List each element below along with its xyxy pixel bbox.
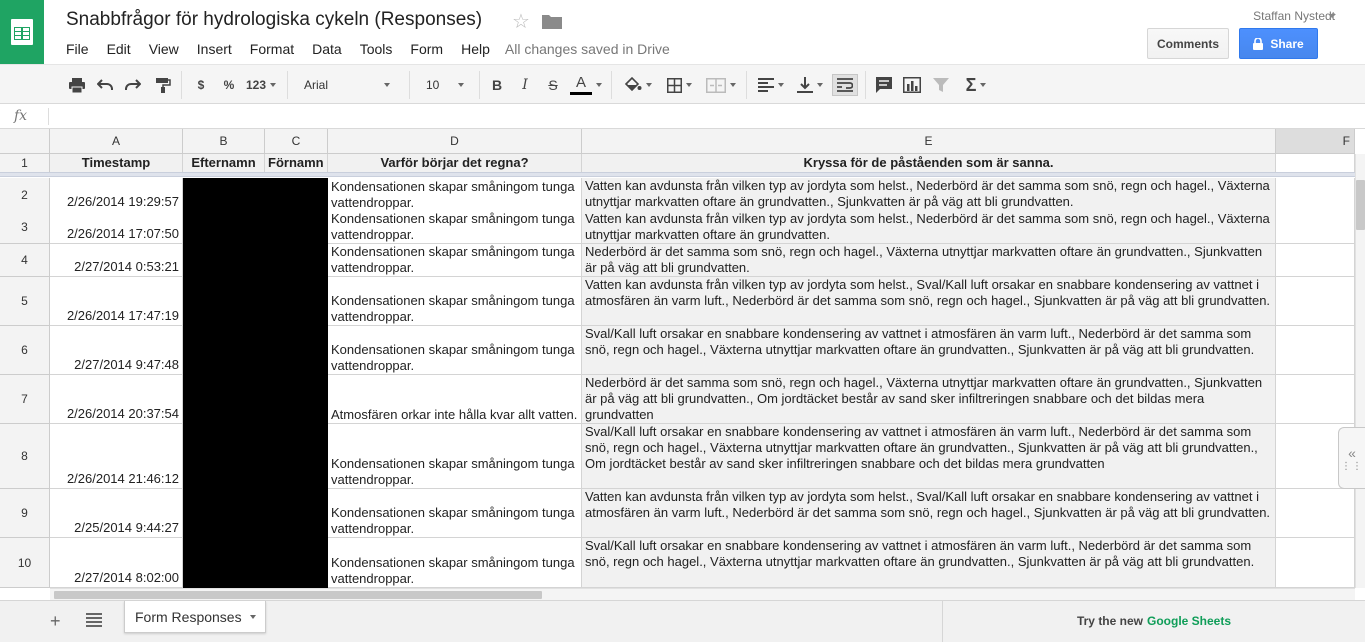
lock-icon [1253, 38, 1263, 50]
italic-button[interactable]: I [522, 77, 528, 93]
redacted-lastname-cell[interactable] [183, 424, 265, 489]
menu-tools[interactable]: Tools [359, 41, 393, 57]
answer-true-statements-cell[interactable]: Sval/Kall luft orsakar en snabbare kondensering av vattnet i atmosfären än varm luft., Nederbörd är det samma som snö, regn och hagel., Växterna utnyttjar markvatten oftare än grundvatten., Sjunkvatten är på väg att bli grundvatten. [582, 538, 1276, 588]
text-color-button[interactable] [568, 74, 604, 96]
chevron-down-icon [596, 83, 602, 87]
answer-why-rain-cell[interactable]: Kondensationen skapar småningom tunga vattendroppar. [328, 244, 582, 277]
chevron-down-icon [646, 83, 652, 87]
answer-true-statements-cell[interactable]: Sval/Kall luft orsakar en snabbare kondensering av vattnet i atmosfären än varm luft., Nederbörd är det samma som snö, regn och hagel., Växterna utnyttjar markvatten oftare än grundvatten., Sjunkvatten är på väg att bli grundvatten., Om jordtäcket består av sand sker infiltreringen snabbare och det bildas mera grundvatten [582, 424, 1276, 489]
toolbar-divider [746, 71, 747, 99]
print-icon[interactable] [66, 74, 88, 96]
currency-format-button[interactable]: $ [197, 78, 205, 92]
redacted-firstname-cell[interactable] [265, 244, 328, 277]
font-size-select[interactable] [418, 74, 470, 96]
chevron-down-icon[interactable] [250, 615, 256, 619]
undo-icon[interactable] [94, 74, 116, 96]
google-sheets-brand: Google Sheets [1147, 614, 1232, 628]
answer-why-rain-cell[interactable]: Kondensationen skapar småningom tunga vattendroppar. [328, 424, 582, 489]
save-status: All changes saved in Drive [504, 41, 670, 57]
grip-icon: ⋮⋮ [1341, 460, 1363, 472]
side-panel-handle[interactable] [1338, 427, 1365, 489]
answer-why-rain-cell[interactable]: Kondensationen skapar småningom tunga vattendroppar. [328, 489, 582, 538]
star-icon[interactable]: ☆ [512, 11, 530, 33]
redacted-lastname-cell[interactable] [183, 375, 265, 424]
menu-edit[interactable]: Edit [106, 41, 131, 57]
empty-cell-f[interactable] [1276, 538, 1355, 588]
menu-file[interactable]: File [66, 41, 89, 57]
empty-cell-f[interactable] [1276, 244, 1355, 277]
redo-icon[interactable] [122, 74, 144, 96]
font-family-value: Arial [304, 78, 329, 92]
number-format-button[interactable] [244, 74, 278, 96]
row-header[interactable]: 8 [0, 424, 50, 489]
empty-cell-f[interactable] [1276, 326, 1355, 375]
timestamp-cell[interactable]: 2/26/2014 17:07:50 [50, 211, 183, 244]
fill-color-icon[interactable] [621, 74, 655, 96]
toolbar [0, 64, 1365, 104]
answer-true-statements-cell[interactable]: Vatten kan avdunsta från vilken typ av jordyta som helst., Sval/Kall luft orsakar en snabbare kondensering av vattnet i atmosfären än varm luft., Nederbörd är det samma som snö, regn och hagel., Sjunkvatten är på väg att bli grundvatten. [582, 277, 1276, 326]
redacted-lastname-cell[interactable] [183, 244, 265, 277]
text-color-swatch [570, 92, 592, 95]
frozen-row-divider[interactable] [0, 172, 1357, 177]
timestamp-cell[interactable]: 2/25/2014 9:44:27 [50, 489, 183, 538]
answer-why-rain-cell[interactable]: Kondensationen skapar småningom tunga vattendroppar. [328, 178, 582, 212]
toolbar-divider [479, 71, 480, 99]
menu-data[interactable]: Data [312, 41, 342, 57]
all-sheets-list-icon[interactable] [86, 613, 102, 627]
row-header[interactable]: 1 [0, 154, 50, 173]
menu-insert[interactable]: Insert [196, 41, 232, 57]
header-cell-fornamn[interactable]: Förnamn [265, 154, 328, 173]
row-header[interactable]: 6 [0, 326, 50, 375]
redacted-firstname-cell[interactable] [265, 277, 328, 326]
text-color-label: A [575, 73, 586, 91]
row-header[interactable]: 4 [0, 244, 50, 277]
try-new-prefix: Try the new [1076, 614, 1143, 628]
chevron-down-icon [980, 83, 986, 87]
sheet-tab-label: Form Responses [135, 608, 242, 625]
wrap-text-icon[interactable] [832, 74, 858, 96]
column-header-c[interactable]: C [265, 129, 328, 154]
borders-icon[interactable] [662, 74, 696, 96]
menu-view[interactable]: View [148, 41, 179, 57]
toolbar-divider [409, 71, 410, 99]
row-header[interactable]: 7 [0, 375, 50, 424]
share-label: Share [1270, 36, 1304, 51]
timestamp-cell[interactable]: 2/27/2014 8:02:00 [50, 538, 183, 588]
chevron-down-icon [270, 83, 276, 87]
merge-cells-icon[interactable] [700, 74, 742, 96]
header-cell-efternamn[interactable]: Efternamn [183, 154, 265, 173]
column-header-d[interactable]: D [328, 129, 582, 154]
row-header[interactable]: 5 [0, 277, 50, 326]
timestamp-cell[interactable]: 2/26/2014 19:29:57 [50, 178, 183, 212]
column-header-a[interactable]: A [50, 129, 183, 154]
document-title[interactable]: Snabbfrågor för hydrologiska cykeln (Responses) [66, 9, 483, 30]
chevron-down-icon [817, 83, 823, 87]
toolbar-divider [611, 71, 612, 99]
column-header-f[interactable]: F [1276, 129, 1355, 154]
row-header[interactable]: 9 [0, 489, 50, 538]
row-header[interactable]: 2 [0, 178, 50, 212]
column-header-b[interactable]: B [183, 129, 265, 154]
comment-icon[interactable] [873, 74, 895, 96]
answer-true-statements-cell[interactable]: Vatten kan avdunsta från vilken typ av jordyta som helst., Nederbörd är det samma som snö, regn och hagel., Växterna utnyttjar markvatten oftare än grundvatten. [582, 211, 1276, 244]
redacted-lastname-cell[interactable] [183, 277, 265, 326]
user-account[interactable]: Staffan Nystedt [1253, 9, 1335, 23]
timestamp-cell[interactable]: 2/27/2014 0:53:21 [50, 244, 183, 277]
timestamp-cell[interactable]: 2/27/2014 9:47:48 [50, 326, 183, 375]
answer-why-rain-cell[interactable]: Kondensationen skapar småningom tunga vattendroppar. [328, 211, 582, 244]
row-header[interactable]: 10 [0, 538, 50, 588]
redacted-firstname-cell[interactable] [265, 375, 328, 424]
answer-true-statements-cell[interactable]: Sval/Kall luft orsakar en snabbare kondensering av vattnet i atmosfären än varm luft., Nederbörd är det samma som snö, regn och hagel., Växterna utnyttjar markvatten oftare än grundvatten., Sjunkvatten är på väg att bli grundvatten. [582, 326, 1276, 375]
toolbar-divider [865, 71, 866, 99]
row-header[interactable]: 3 [0, 211, 50, 244]
chevron-down-icon [730, 83, 736, 87]
folder-icon[interactable] [542, 13, 562, 29]
redacted-firstname-cell[interactable] [265, 489, 328, 538]
header-cell-timestamp[interactable]: Timestamp [50, 154, 183, 173]
comments-button[interactable]: Comments [1147, 28, 1229, 59]
empty-cell-f[interactable] [1276, 489, 1355, 538]
answer-why-rain-cell[interactable]: Kondensationen skapar småningom tunga vattendroppar. [328, 538, 582, 588]
redacted-lastname-cell[interactable] [183, 211, 265, 244]
answer-why-rain-cell[interactable]: Kondensationen skapar småningom tunga vattendroppar. [328, 277, 582, 326]
bold-button[interactable]: B [491, 77, 503, 93]
redacted-lastname-cell[interactable] [183, 178, 265, 212]
sheet-tab-form-responses[interactable] [124, 601, 266, 633]
collapse-arrows-icon: « [1348, 444, 1356, 461]
empty-cell-f[interactable] [1276, 375, 1355, 424]
align-left-icon[interactable] [754, 74, 788, 96]
filter-icon[interactable] [930, 74, 952, 96]
formula-bar [0, 104, 1365, 129]
menu-bar [57, 39, 670, 59]
redacted-firstname-cell[interactable] [265, 178, 328, 212]
redacted-lastname-cell[interactable] [183, 538, 265, 588]
timestamp-cell[interactable]: 2/26/2014 21:46:12 [50, 424, 183, 489]
sheets-logo-icon[interactable] [0, 0, 44, 64]
redacted-lastname-cell[interactable] [183, 326, 265, 375]
answer-why-rain-cell[interactable]: Atmosfären orkar inte hålla kvar allt vatten. [328, 375, 582, 424]
answer-true-statements-cell[interactable]: Vatten kan avdunsta från vilken typ av jordyta som helst., Sval/Kall luft orsakar en snabbare kondensering av vattnet i atmosfären än varm luft., Nederbörd är det samma som snö, regn och hagel., Sjunkvatten är på väg att bli grundvatten. [582, 489, 1276, 538]
percent-format-button[interactable]: % [223, 78, 235, 92]
answer-why-rain-cell[interactable]: Kondensationen skapar småningom tunga vattendroppar. [328, 326, 582, 375]
valign-bottom-icon[interactable] [792, 74, 828, 96]
account-caret-icon[interactable] [1328, 14, 1336, 18]
empty-cell-f[interactable] [1276, 277, 1355, 326]
chevron-down-icon [686, 83, 692, 87]
font-size-value: 10 [426, 78, 440, 92]
chart-icon[interactable] [901, 74, 923, 96]
empty-cell-f[interactable] [1276, 211, 1355, 244]
header-cell-question-2[interactable]: Kryssa för de påståenden som är sanna. [582, 154, 1276, 173]
menu-form[interactable]: Form [410, 41, 444, 57]
share-button[interactable] [1239, 28, 1318, 59]
redacted-lastname-cell[interactable] [183, 489, 265, 538]
chevron-down-icon [778, 83, 784, 87]
toolbar-divider [287, 71, 288, 99]
empty-cell-f[interactable] [1276, 178, 1355, 212]
answer-true-statements-cell[interactable]: Vatten kan avdunsta från vilken typ av jordyta som helst., Nederbörd är det samma som snö, regn och hagel., Växterna utnyttjar markvatten oftare än grundvatten., Sjunkvatten är på väg att bli grundvatten. [582, 178, 1276, 212]
column-header-e[interactable]: E [582, 129, 1276, 154]
redacted-firstname-cell[interactable] [265, 538, 328, 588]
chevron-down-icon [458, 83, 464, 87]
vertical-scroll-thumb[interactable] [1356, 180, 1365, 230]
functions-icon[interactable] [958, 74, 994, 96]
font-family-select[interactable] [298, 74, 398, 96]
redacted-firstname-cell[interactable] [265, 326, 328, 375]
select-all-corner[interactable] [0, 129, 50, 154]
header-cell-question-1[interactable]: Varför börjar det regna? [328, 154, 582, 173]
sigma-glyph: Σ [965, 74, 977, 95]
redacted-firstname-cell[interactable] [265, 211, 328, 244]
menu-help[interactable]: Help [461, 41, 490, 57]
toolbar-divider [181, 71, 182, 99]
strikethrough-button[interactable]: S [548, 77, 558, 93]
chevron-down-icon [384, 83, 390, 87]
formula-fx-icon: fx [14, 108, 28, 124]
horizontal-scroll-thumb[interactable] [54, 591, 542, 599]
number-format-label: 123 [245, 78, 267, 92]
timestamp-cell[interactable]: 2/26/2014 17:47:19 [50, 277, 183, 326]
paint-format-icon[interactable] [152, 74, 174, 96]
menu-format[interactable]: Format [249, 41, 295, 57]
timestamp-cell[interactable]: 2/26/2014 20:37:54 [50, 375, 183, 424]
answer-true-statements-cell[interactable]: Nederbörd är det samma som snö, regn och hagel., Växterna utnyttjar markvatten oftare än grundvatten., Sjunkvatten är på väg att bli grundvatten., Om jordtäcket består av sand sker infiltreringen snabbare och det bildas mera grundvatten [582, 375, 1276, 424]
try-new-sheets-link[interactable] [942, 600, 1365, 642]
formula-divider [48, 108, 49, 125]
answer-true-statements-cell[interactable]: Nederbörd är det samma som snö, regn och hagel., Växterna utnyttjar markvatten oftare än grundvatten., Sjunkvatten är på väg att bli grundvatten. [582, 244, 1276, 277]
header-cell-f[interactable] [1276, 154, 1355, 173]
add-sheet-icon[interactable]: + [50, 611, 61, 631]
redacted-firstname-cell[interactable] [265, 424, 328, 489]
